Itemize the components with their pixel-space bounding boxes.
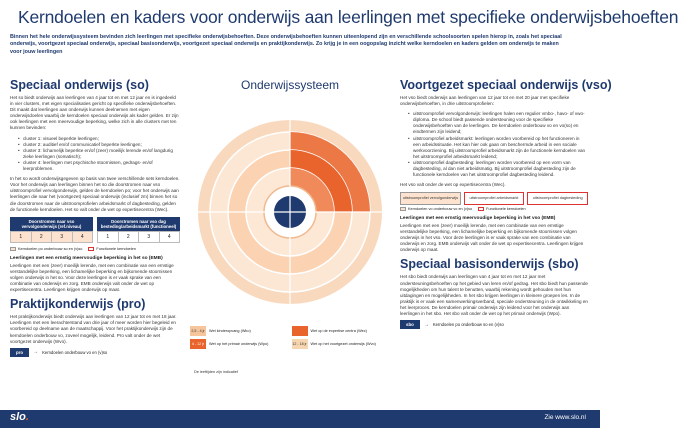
- vso-profile-boxes: [400, 192, 588, 205]
- footer: [0, 410, 600, 428]
- legend-label: Wet op de expertise centra (Wec): [310, 328, 367, 333]
- list-item: • uitstroomprofiel dagbesteding: leerlingen worden voorbereid op een vorm van dagbesteding, al dan niet arbeidsmatig. Bij uitstroomprofiel dagbesteding zijn de functionele kerndoelen van het uitstroomprofiel dagbesteding leidend.: [408, 160, 588, 178]
- legend-swatch: [88, 247, 94, 251]
- legend-label: Functionele kerndoelen: [96, 246, 136, 251]
- table-cells: [97, 231, 180, 243]
- phase-cell: 4: [167, 233, 171, 240]
- legend-swatch: 2,5 - 4 jr: [190, 326, 206, 336]
- legend-item: [88, 247, 135, 251]
- list-item: • cluster 1: visueel beperkte leerlingen;: [18, 136, 180, 142]
- arrow-right-icon: →: [423, 321, 429, 328]
- legend-swatch: [10, 247, 16, 251]
- center-column: [190, 78, 390, 378]
- list-item: • cluster 3: lichamelijk beperkte en/of (zeer) moeilijk lerende en/of langdurig zieke leerlingen (somatisch);: [18, 148, 180, 160]
- legend-label: Wet op het primair onderwijs (Wpo): [209, 341, 269, 346]
- vso-body: [400, 95, 588, 188]
- pro-title: Praktijkonderwijs (pro): [10, 297, 146, 312]
- list-item: • cluster 2: auditief en/of communicatief beperkte leerlingen;: [18, 142, 180, 148]
- phase-cell: 2: [32, 232, 53, 242]
- pro-tag-row: [10, 348, 180, 357]
- phase-cell: 3: [139, 232, 160, 242]
- vso-emb: [400, 216, 588, 254]
- title-accent: [7, 7, 13, 27]
- title-bar: [6, 4, 678, 30]
- legend-swatch: [478, 207, 484, 211]
- so-body: [10, 95, 180, 213]
- vso-legend: [400, 207, 588, 211]
- slo-logo: slo.: [10, 411, 29, 423]
- so-title: Speciaal onderwijs (so): [10, 78, 149, 92]
- phase-cell: 2: [119, 232, 140, 242]
- list-item: • uitstroomprofiel vervolgonderwijs: leerlingen halen een regulier vmbo-, havo- of vwo-diploma. De school biedt passende ondersteuning voor de specifieke onderwijsbehoeften van de leerlingen. De kerndoelen onderbouw vo en vo(so) en eindtermen zijn leidend;: [408, 111, 588, 135]
- legend-swatch: 12 - 18 jr: [292, 339, 308, 349]
- intro-text: Binnen het hele onderwijssysteem bevinden zich leerlingen met specifieke onderwijsbehoeften. Deze onderwijsbehoeften kunnen uiteenlopend zijn en verschillende schoolsoorten spelen hierop in, zoals het speciaal onderwijs, voortgezet speciaal onderwijs, speciaal basisonderwijs, voortgezet speciaal onderwijs en praktijkonderwijs. Zo krijg je in een oogopslag inzicht welke kerndoelen en kaders gelden om onderwijs te maken voor jouw leerlingen: [10, 34, 562, 55]
- website-link[interactable]: Zie www.slo.nl: [544, 414, 586, 421]
- so-phase-tables: [10, 217, 180, 243]
- legend-swatch: 4 - 12 jr: [190, 339, 206, 349]
- so-paragraph-2: In het so wordt onderwijsgegeven op basis van twee verschillende sets kerndoelen. Voor het onderwijs aan leerlingen binnen het so die doorstromen naar vso uitstroomprofiel vervolgonderwijs, gelden de kerndoelen po; voor het onderwijs aan leerlingen die naar het (voortgezet) speciaal onderwijs (inclusief zm) binnen het so die doorstromen naar de uitstroomprofielen arbeidsmarkt of dagbesteding, gelden de functionele kerndoelen. Het so valt onder de wet op expertisecentra (Wec).: [10, 176, 180, 212]
- so-cluster-list: [18, 136, 180, 173]
- right-column: [400, 78, 612, 329]
- sbo-tag-label: Kerndoelen po onderbouw so en (v)so: [432, 322, 504, 328]
- phase-cell: 4: [73, 232, 93, 242]
- pro-text: Het praktijkonderwijs biedt onderwijs aan leerlingen van 12 jaar tot en met 18 jaar. Leerlingen met een leerachterstand van drie jaar of meer worden hier begeleid en voorbereid op deelname aan de maatschappij. Voor het praktijkonderwijs zijn de kerndoelen onderbouw vo, zoveel mogelijk, leidend. Pro valt onder de wet voortgezet onderwijs (Wvo).: [10, 314, 177, 344]
- list-item: • uitstroomprofiel arbeidsmarkt: leerlingen worden voorbereid op het functioneren in een arbeidssituatie. Het kan hier ook gaan om beschermde arbeid in een sociale werkvoorziening. Bij uitstroomprofiel arbeidsmarkt zijn de functionele kerndoelen van het uitstroomprofiel arbeidsmarkt leidend;: [408, 136, 588, 160]
- so-emb-text: Leerlingen met een (zeer) moeilijk lerende, met een combinatie van een ernstige verstandelijke beperking, een lichamelijke beperking en bijkomende stoornissen volgen onderwijs in het so. Voor deze leerlingen is er vaak sprake van een combinatie van onderwijs en zorg. EMB onderwijs valt onder de wet op expertisecentra. Leerlingen krijgen onderwijs op maat.: [10, 262, 174, 293]
- phase-cell: 1: [98, 232, 119, 242]
- vso-emb-heading: Leerlingen met een ernstig meervoudige beperking in het vso (EMB): [400, 215, 556, 221]
- pro-tag-label: Kerndoelen onderbouw vo en (v)so: [42, 349, 108, 355]
- legend-swatch: [400, 207, 406, 211]
- wheel-title: Onderwijssysteem: [240, 78, 340, 92]
- sbo-text: Het sbo biedt onderwijs aan leerlingen van 4 jaar tot en met 12 jaar met ondersteuningsbehoeften op het gebied van leren en/of gedrag. Het sbo biedt hun passende mogelijkheden om hun talent te benutten, waarbij rekening wordt gehouden met hun uitdagingen en mogelijkheden. In het sbo krijgen leerlingen in kleinere groepen les. In de praktijk is er vaak een samenwerkingsverband, speciale ondersteuning in de ontwikkeling en het leerproces. De kerndoelen primair onderwijs zijn leidend voor het onderwijs aan leerlingen in het sbo. Het sbo valt onder de wet op het primair onderwijs (Wpo).: [400, 274, 588, 317]
- legend-label: Functionele kerndoelen: [486, 206, 526, 211]
- vso-box: uitstroomprofiel dagbesteding: [527, 192, 588, 205]
- sbo-title: Speciaal basisonderwijs (sbo): [400, 257, 579, 272]
- page-title: Kerndoelen en kaders voor onderwijs aan leerlingen met specifieke onderwijsbehoeften: [18, 6, 678, 27]
- sbo-tag-row: [400, 320, 588, 329]
- phase-cell: 1: [11, 232, 32, 242]
- so-table-vervolgonderwijs: [10, 217, 93, 243]
- so-paragraph-1: Het so biedt onderwijs aan leerlingen van 4 jaar tot en met 12 jaar en is ingedeeld in vier clusters, met eigen specialisaties gericht op specifieke onderwijsbehoeften. Dit maakt dat leerlingen aan onderwijs kunnen deelnemen met eigen onderwijsdoelen waarbij de kerndoelen speciaal onderwijs als kader gelden. Er zijn ook leerlingen met een meervoudige beperking, welke zich in alle clusters met ten kunnen bevinden:: [10, 95, 179, 131]
- vso-emb-text: Leerlingen met een (zeer) moeilijk lerende, met een combinatie van een ernstige verstandelijke beperking, een lichamelijke beperking en bijkomende stoornissen volgen onderwijs in het vso. Voor deze leerlingen is er vaak sprake van een combinatie van onderwijs en zorg. EMB onderwijs valt onder de wet op expertisecentra. Leerlingen krijgen onderwijs op maat.: [400, 223, 584, 253]
- so-emb: [10, 256, 180, 294]
- so-table-dagbesteding: [97, 217, 180, 243]
- legend-label: Kerndoelen vo onderbouw vo en (v)so: [408, 206, 473, 211]
- phase-cell: 3: [52, 232, 73, 242]
- wheel-legend: [190, 326, 390, 349]
- list-item: • cluster 4: leerlingen met psychische stoornissen, gedrags- en/of leerproblemen.: [18, 160, 180, 172]
- legend-item: [400, 207, 472, 211]
- education-system-wheel: [190, 92, 390, 332]
- so-legend: [10, 247, 180, 251]
- legend-swatch: [292, 326, 308, 336]
- table-cells: [10, 231, 93, 243]
- left-column: [10, 78, 180, 357]
- legend-label: Wet kinderopvang (Wko): [209, 328, 251, 333]
- vso-box: uitstroomprofiel vervolgonderwijs: [400, 192, 461, 205]
- legend-item: [10, 247, 82, 251]
- so-emb-heading: Leerlingen met een ernstig meervoudige beperking in het so (EMB): [10, 255, 163, 261]
- vso-paragraph-2: Het vso valt onder de wet op expertisecentra (Wec).: [400, 182, 506, 188]
- sbo-tag: sbo: [400, 320, 420, 329]
- logo-text: slo: [10, 411, 26, 423]
- legend-label: Kerndoelen po onderbouw so en (v)so: [18, 246, 83, 251]
- table-header: Doorstromen naar vso vervolgonderwijs (ref.niveau): [10, 217, 93, 231]
- vso-profile-list: [408, 111, 588, 178]
- legend-item: [478, 207, 525, 211]
- legend-label: Wet op het voortgezet onderwijs (Wvo): [310, 341, 376, 346]
- vso-title: Voortgezet speciaal onderwijs (vso): [400, 78, 612, 92]
- pro-tag: pro: [10, 348, 29, 357]
- table-header: Doorstromen naar vso dag besteding/arbeidsmarkt (functioneel): [97, 217, 180, 231]
- vso-box: uitstroomprofiel arbeidsmarkt: [464, 192, 525, 205]
- wheel-footnote: De leeftijden zijn indicatief: [194, 370, 238, 374]
- arrow-right-icon: →: [33, 349, 39, 356]
- vso-paragraph-1: Het vso biedt onderwijs aan leerlingen van 12 jaar tot en met 20 jaar met specifieke onderwijsbehoeften, in drie uitstroomprofielen:: [400, 95, 570, 107]
